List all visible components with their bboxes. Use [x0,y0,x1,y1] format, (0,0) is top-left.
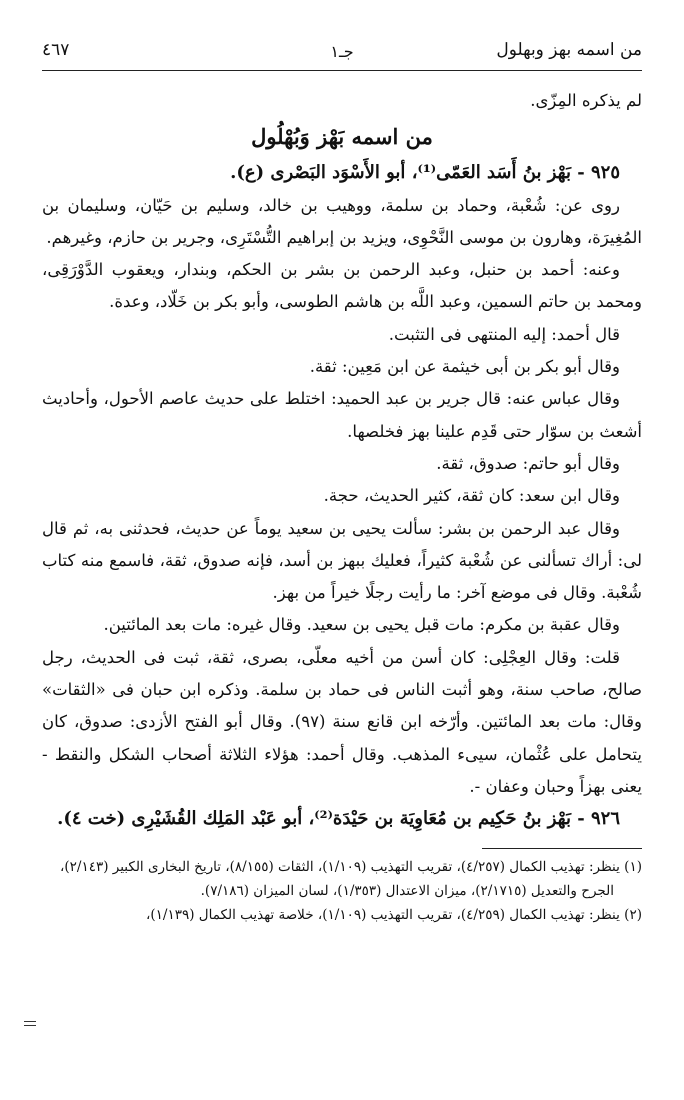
paragraph: وقال أبو حاتم: صدوق، ثقة. [436,453,620,473]
text-line: لم يذكره المِزّى. [530,91,642,110]
margin-mark-line [24,1025,36,1026]
header-rule [42,70,642,71]
paragraph: وقال عبد الرحمن بن بشر: سألت يحيى بن سعيد يوماً عن حديث، فحدثنى به، ثم قال لى: أراك تسألنى عن شُعْبة كثيراً، فعليك ببهز بن أسد، فإنه صدوق، ثقة، فاسمع منه كتاب شُعْبة. وقال فى موضع آخر: ما رأيت رجلًا خيراً من بهز. [42,518,643,603]
paragraph: وقال أبو بكر بن أبى خيثمة عن ابن مَعِين: ثقة. [309,357,620,377]
footnote-2: (٢) ينظر: تهذيب الكمال (٤/٢٥٩)، تقريب التهذيب (١/١٠٩)، خلاصة تهذيب الكمال (١/١٣٩)، [146,906,642,923]
paragraph: قال أحمد: إليه المنتهى فى التثبت. [388,324,620,344]
paragraph: وقال عباس عنه: قال جرير بن عبد الحميد: اختلط على حديث عاصم الأحول، وأحاديث أشعث بن سوّار حتى قَدِم علينا بهز فخلصها. [42,389,642,441]
paragraph: وعنه: أحمد بن حنبل، وعبد الرحمن بن بشر بن الحكم، وبندار، ويعقوب الدَّوْرَقِى، ومحمد بن حاتم السمين، وعبد اللَّه بن هاشم الطوسى، وأبو بكر بن خَلّاد، وعدة. [42,260,642,312]
page-number: ٤٦٧ [42,40,70,60]
entry-925-title: ٩٢٥ - بَهْز بنُ أَسَد العَمّى⁽¹⁾، أبو الأَسْوَد البَصْرى (ع). [230,162,620,184]
paragraph: وقال عقبة بن مكرم: مات قبل يحيى بن سعيد. وقال غيره: مات بعد المائتين. [103,615,620,635]
running-header [42,36,642,70]
header-volume: جـ١ [330,42,354,61]
header-title: من اسمه بهز وبهلول [496,40,642,60]
margin-mark [24,1021,36,1029]
margin-mark-line [24,1021,36,1022]
footnote-1: (١) ينظر: تهذيب الكمال (٤/٢٥٧)، تقريب التهذيب (١/١٠٩)، الثقات (٨/١٥٥)، تاريخ البخارى الكبير (٢/١٤٣)، الجرح والتعديل (٢/١٧١٥)، ميزان الاعتدال (١/٣٥٣)، لسان الميزان (٧/١٨٦). [60,858,642,899]
footnotes [42,855,642,927]
footnote-rule [482,848,642,849]
paragraph: قلت: وقال العِجْلِى: كان أسن من أخيه معلّى، بصرى، ثقة، ثبت فى الحديث، رجل صالح، صاحب سنة، وهو أثبت الناس فى حماد بن سلمة. وذكره ابن حبان فى «الثقات» وقال: مات بعد المائتين. وأرّخه ابن قانع سنة (٩٧). وقال أبو الفتح الأزدى: صدوق، كان يتحامل على عُثْمان، سيىء المذهب. وقال أحمد: هؤلاء الثلاثة أصحاب الشكل والنقط - يعنى بهزاً وحبان وعفان -. [42,647,642,796]
section-heading: من اسمه بَهْز وَبُهْلُول [251,124,433,150]
main-text [42,85,642,836]
paragraph: روى عن: شُعْبة، وحماد بن سلمة، ووهيب بن خالد، وسليم بن حَيّان، وسليمان بن المُغِيرَة، وهارون بن موسى النَّحْوِى، ويزيد بن إبراهيم التُّسْتَرِى، وجرير بن حازم، وغيرهم. [42,195,642,247]
paragraph: وقال ابن سعد: كان ثقة، كثير الحديث، حجة. [323,486,620,506]
book-page [42,36,642,927]
entry-926-title: ٩٢٦ - بَهْز بنُ حَكِيم بن مُعَاوِيَة بن حَيْدَة⁽²⁾، أبو عَبْد المَلِك القُشَيْرِى (خت ٤). [57,808,620,830]
